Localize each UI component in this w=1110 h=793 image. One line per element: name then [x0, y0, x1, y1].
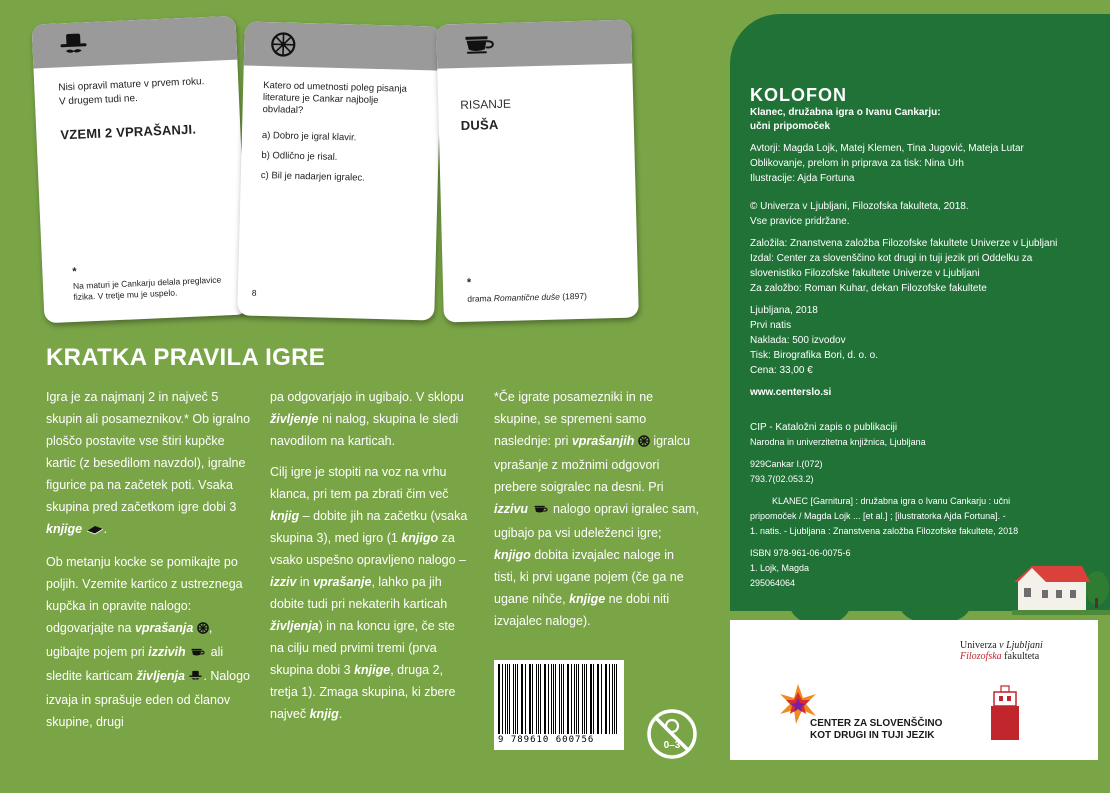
university-text: Univerza [960, 640, 1000, 651]
card-footnote: fizika. V tretje mu je uspelo. [73, 287, 178, 303]
card-star: * [72, 265, 77, 279]
cip-line: pripomoček / Magda Lojk ... [et al.] ; [ilustratorka Ajda Fortuna]. - [750, 511, 1006, 521]
wheel-icon [197, 619, 209, 641]
rules-term: izziv [270, 575, 297, 589]
rules-term: knjige [354, 663, 391, 677]
rules-paragraph [494, 386, 699, 632]
rules-text: ni nalog, skupina le sledi navodilom na karticah. [270, 412, 459, 448]
card-answer: c) Bil je nadarjen igralec. [260, 169, 365, 184]
cup-icon [189, 643, 207, 665]
card-question: obvladal? [262, 103, 304, 117]
barcode-bar [606, 664, 607, 734]
rules-text: , lahko pa jih dobite tudi pri nekaterih karticah [270, 575, 448, 611]
question-card [237, 21, 442, 320]
colophon-line: © Univerza v Ljubljani, Filozofska fakulteta, 2018. [750, 201, 969, 212]
no-small-children-icon [646, 708, 698, 765]
barcode-bar [515, 664, 516, 734]
rules-text: igralcu vprašanje z možnimi odgovori prebere soigralec na desni. Pri [494, 434, 691, 494]
rules-text: ali sledite karticam [46, 645, 224, 683]
barcode-bar [532, 664, 533, 734]
university-line [960, 640, 1043, 651]
card-instruction: VZEMI 2 VPRAŠANJI. [60, 121, 197, 143]
barcode-bar [502, 664, 503, 734]
wheel-icon [270, 31, 297, 63]
rules-text: – dobite jih na začetku (vsaka skupina 3), med igro (1 [270, 509, 468, 545]
rules-term: življenja [270, 619, 319, 633]
card-page-number: 8 [251, 287, 257, 298]
rules-term: izzivih [148, 645, 186, 659]
cip-line: 1. Lojk, Magda [750, 563, 810, 573]
rules-text: . [338, 707, 343, 721]
barcode-bar [555, 664, 556, 734]
cip-line: 295064064 [750, 578, 796, 588]
colophon-line: slovenistiko Filozofske fakultete Univerze v Ljubljani [750, 268, 980, 279]
barcode-bar [567, 664, 568, 734]
rules-text: dobita izvajalec naloge in tisti, ki prvi ugane pojem (če ga ne ugane nihče, [494, 548, 684, 606]
center-name [810, 718, 942, 742]
colophon-website: www.centerslo.si [750, 387, 832, 398]
university-logo [990, 684, 1020, 747]
card-answer: b) Odlično je risal. [261, 149, 338, 163]
colophon-line: Izdal: Center za slovenščino kot drugi in tuji jezik pri Oddelku za [750, 253, 1033, 264]
colophon-line: Avtorji: Magda Lojk, Matej Klemen, Tina Jugović, Mateja Lutar [750, 143, 1024, 154]
rules-term: življenja [136, 669, 185, 683]
colophon-line: Ljubljana, 2018 [750, 305, 818, 316]
card-band [32, 16, 238, 69]
hill [790, 585, 850, 625]
book-icon [86, 520, 104, 542]
rules-column-1 [46, 386, 256, 742]
barcode-bar [525, 664, 526, 734]
card-footnote-text: (1897) [559, 290, 587, 302]
colophon-line: Vse pravice pridržane. [750, 216, 850, 227]
house-illustration [1012, 560, 1110, 620]
cip-line: 793.7(02.053.2) [750, 474, 814, 484]
colophon-line: Oblikovanje, prelom in priprava za tisk: Nina Urh [750, 158, 964, 169]
hill [900, 588, 970, 624]
colophon-line: Založila: Znanstvena založba Filozofske fakultete Univerze v Ljubljani [750, 238, 1058, 249]
rules-text: *Če igrate posamezniki in ne skupine, se spremeni samo naslednje: pri [494, 390, 654, 448]
life-card [32, 16, 249, 324]
rules-text: za vsako uspešno opravljeno nalogo – [270, 531, 466, 567]
rules-text: nalogo opravi igralec sam, ugibajo pa vsi udeleženci igre; [494, 502, 699, 540]
age-label: 0–3 [663, 740, 681, 751]
card-star: * [466, 276, 472, 289]
barcode-bar [509, 664, 510, 734]
rules-term: knjige [46, 522, 83, 536]
challenge-card [436, 19, 639, 322]
barcode [494, 660, 624, 750]
faculty-text-italic: Filozofska [960, 651, 1002, 662]
rules-text: , druga 2, tretja 1). Zmaga skupina, ki zbere največ [270, 663, 456, 721]
rules-text: , ugibajte pojem pri [46, 621, 213, 659]
university-name [960, 640, 1043, 662]
barcode-bar [586, 664, 587, 734]
colophon-line: Ilustracije: Ajda Fortuna [750, 173, 855, 184]
rules-text: . Nalogo izvaja in sprašuje eden od članov skupine, drugi [46, 669, 250, 729]
hat-icon [188, 667, 203, 689]
rules-term: knjigo [401, 531, 439, 545]
faculty-text: fakulteta [1001, 651, 1040, 662]
rules-paragraph [270, 386, 470, 452]
barcode-bar [601, 664, 602, 734]
barcode-bar [578, 664, 579, 734]
card-footnote [467, 290, 632, 305]
cip-line: 1. natis. - Ljubljana : Znanstvena založba Filozofske fakultete, 2018 [750, 526, 1019, 536]
colophon-subtitle: učni pripomoček [750, 121, 831, 132]
rules-text: ) in na koncu igre, če ste na cilju med prvimi tremi (prva skupina dobi 3 [270, 619, 455, 677]
colophon-panel [730, 14, 1110, 611]
colophon-content [750, 84, 1100, 591]
barcode-bar [540, 664, 541, 734]
card-answer: a) Dobro je igral klavir. [261, 129, 357, 144]
rules-term: knjigo [494, 548, 531, 562]
cip-line: 929Cankar I.(072) [750, 459, 823, 469]
rules-column-2 [270, 386, 470, 734]
rules-paragraph [270, 461, 470, 725]
rules-text: Igra je za najmanj 2 in največ 5 skupin ali posameznikov.* Ob igralno ploščo postavite vse štiri kupčke kartic (z besedilom navzdol), igralne figurice pa na začetek poti. Vsaka skupina pred začetkom igre dobi 3 [46, 390, 251, 514]
logos-panel [730, 620, 1098, 760]
barcode-bar [559, 664, 560, 734]
hat-icon [58, 31, 89, 63]
rules-text: pa odgovarjajo in ugibajo. V sklopu [270, 390, 464, 404]
cup-icon [462, 32, 497, 62]
rules-text: in [296, 575, 314, 589]
barcode-bar [574, 664, 575, 734]
barcode-bar [593, 664, 594, 734]
cip-isbn: ISBN 978-961-06-0075-6 [750, 548, 851, 558]
center-name-line: CENTER ZA SLOVENŠČINO [810, 718, 943, 729]
card-question: literature je Cankar najbolje [262, 91, 379, 106]
rules-term: izzivu [494, 502, 529, 516]
card-footnote-title: Romantične duše [493, 291, 561, 304]
center-name-line: KOT DRUGI IN TUJI JEZIK [810, 730, 935, 741]
barcode-bar [545, 664, 546, 734]
barcode-bar [522, 664, 523, 734]
colophon-line: Naklada: 500 izvodov [750, 335, 846, 346]
colophon-line: Tisk: Birografika Bori, d. o. o. [750, 350, 879, 361]
colophon-line: Za založbo: Roman Kuhar, dekan Filozofske fakultete [750, 283, 987, 294]
rules-title: KRATKA PRAVILA IGRE [46, 344, 326, 371]
rules-text: Ob metanju kocke se pomikajte po poljih. Vzemite kartico z ustreznega kupčka in opravite nalogo: odgovarjajte na [46, 555, 243, 635]
university-text-italic: v Ljubljani [999, 640, 1043, 651]
colophon-line: Prvi natis [750, 320, 792, 331]
barcode-bar [616, 664, 617, 734]
wheel-icon [638, 432, 650, 454]
card-text-line: V drugem tudi ne. [58, 93, 139, 108]
rules-term: knjig [309, 707, 339, 721]
card-text-line: Nisi opravil mature v prvem roku. [58, 76, 205, 94]
rules-text: Cilj igre je stopiti na voz na vrhu klanca, pri tem pa zbrati čim več [270, 465, 449, 501]
rules-term: vprašanje [313, 575, 372, 589]
card-footnote: Na maturi je Cankarju delala preglavice [72, 274, 222, 292]
cup-icon [532, 500, 550, 522]
colophon-line: Cena: 33,00 € [750, 365, 813, 376]
card-category: RISANJE [460, 96, 512, 112]
cip-line: KLANEC [Garnitura] : družabna igra o Ivanu Cankarju : učni [772, 496, 1011, 506]
card-question: Katero od umetnosti poleg pisanja [263, 79, 407, 95]
barcode-number: 9 789610 600756 [498, 735, 595, 745]
rules-paragraph [46, 551, 256, 733]
rules-term: knjige [569, 592, 606, 606]
card-band [436, 19, 632, 68]
rules-term: življenje [270, 412, 319, 426]
card-footnote-text: drama [467, 293, 494, 304]
colophon-title: KOLOFON [750, 85, 847, 105]
university-line [960, 651, 1043, 662]
rules-term: vprašanjih [571, 434, 635, 448]
rules-text: ne dobi niti izvajalec naloge). [494, 592, 670, 628]
rules-column-3 [494, 386, 699, 641]
cip-line: CIP - Kataložni zapis o publikaciji [750, 422, 898, 433]
card-word: DUŠA [460, 117, 499, 133]
rules-term: knjig [270, 509, 300, 523]
colophon-subtitle: Klanec, družabna igra o Ivanu Cankarju: [750, 107, 941, 118]
barcode-bars [498, 664, 620, 734]
rules-term: vprašanja [134, 621, 194, 635]
card-band [244, 21, 442, 70]
rules-paragraph: Igra je za najmanj 2 in največ 5 skupin ali posameznikov.* Ob igralno ploščo postavite vse štiri kupčke kartic (z besedilom navzdol), igralne figurice pa na začetek poti. Vsaka skupina pred začetkom igre dobi 3 knjige . [46, 386, 256, 542]
cip-line: Narodna in univerzitetna knjižnica, Ljubljana [750, 437, 926, 447]
